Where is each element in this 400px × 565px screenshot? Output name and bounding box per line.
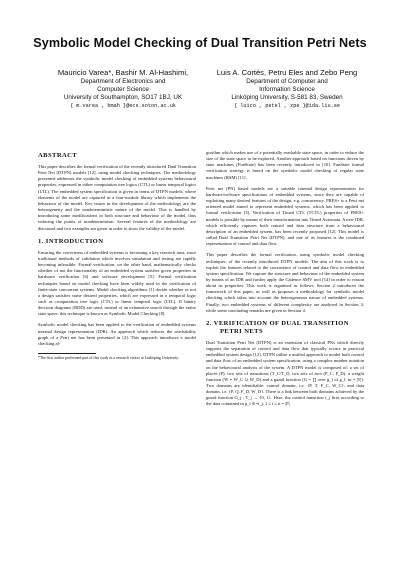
author-names: Luis A. Cortés, Petru Eles and Zebo Peng [216,68,358,77]
body-paragraph: Dual Transition Petri Net (DTPN) is an extension of classical PNs which directly supports the separation of control and data flow that typically occurs in practical embedded system design [12]. DTPN utilise a unified approach to model both control and data flow of an embedded system specification, using a complex number notation on the behavioural analysis of the system. A DTPN model is composed of: a set of places (P), two sets of transitions (T_C/T_D, two sets of arcs (F_C, F_D), a weight function (W = W_C ∪ W_D) and a guard function (G = ∏ over g_l of g_l, m = |T|). Two domains are identifiable: control domain, i.e. {P, T, F_C, W_C}, and data domain, i.e. {P, Q, F_D, W_D}. There is a link between both domains achieved by the guard function G_j : T_j → {0, 1}. Here, the control transition t_j fires according to the data contained in p_i ∈ •t_j, 1 ≤ i ≤ n = |P|. [206,339,364,407]
author-affiliation: Linköping University, S-581 83, Sweden [231,94,343,101]
section-2-heading-line: 2. VERIFICATION OF DUAL TRANSITION [206,319,349,327]
author-affiliation: University of Southampton, SO17 1BJ, UK [63,94,183,101]
section-2-heading [206,320,364,336]
footnote: *The first author performed part of this work as a research visitor at Linköping University. [38,356,179,361]
author-names: Mauricio Varea*, Bashir M. Al-Hashimi, [57,68,189,77]
author-affiliation: Department of Electronics and [80,78,166,85]
footnote-rule [38,353,96,354]
author-section [38,68,362,111]
section-2-heading-line: PETRI NETS [220,327,264,335]
author-email: { m.varea , bmah }@ecs.soton.ac.uk [70,103,176,109]
abstract-heading: ABSTRACT [38,152,78,159]
author-affiliation: Department of Computer and [246,78,328,85]
left-column [38,150,196,361]
body-paragraph: Petri net (PN) based models are a suitable internal design representation for hardware/software specifications of embedded systems, since they are capable of exploiting many desired features of the design, e.g. concurrency. PRES+ is a Petri net oriented model aimed to represent embedded systems, which has been applied to formal verification [3]. Verification of Timed CTL (TCTL) properties of PRES+ models is possible by means of their transformation into Timed Automata. A new IDR, which efficiently captures both control and data structure from a behavioural description of an embedded system, has been recently proposed [12]. This model is called Dual Transition Petri Net (DTPN), and one of its features is the combined representation of control and data flow. [206,185,364,247]
abstract-paragraph: This paper describes the formal verification of the recently introduced Dual Transition Petri Net (DTPN) models [12], using model checking techniques. The methodology presented addresses the symbolic model checking of embedded systems behavioural properties, expressed in either computation tree logics (CTL) or linear temporal logics (LTL). The embedded system specification is given in terms of DTPN models, where elements of the model are captured in a four-module library which implements the behaviour of the model. Key issues in the development of the methodology are the heterogeneity and the nondeterministic nature of the model. This is handled by introducing some modifications in both structure and behaviour of the model, thus reducing the points of nondeterminism. Several features of the methodology are discussed and two examples are given in order to show the validity of the model. [38,164,196,231]
body-paragraph: gorithm which makes use of a potentially reachable state space, in order to reduce the size of the state space to be explored. Another approach based on functions driven by state machines (FunState) has been recently introduced in [10]. FunState formal verification strategy is based on the symbolic model checking of regular state machines (RSM) [11]. [206,150,364,180]
paper-title: Symbolic Model Checking of Dual Transition Petri Nets [33,36,367,50]
intro-paragraph: Symbolic model checking has been applied to the verification of embedded systems internal design representation (IDR). An approach which reduces the reachability graph of a Petri net has been presented in [2]. This approach introduces a model checking al- [38,322,196,346]
intro-heading: 1. INTRODUCTION [38,237,104,245]
author-block-southampton [38,68,208,111]
author-affiliation: Computer Science [97,86,149,93]
body-paragraph: This paper describes the formal verification, using symbolic model checking techniques, of the recently introduced DTPN models. The aim of this work is to exploit the features related to the coexistence of control and data flow in embedded system specification. We capture the structure and behaviour of the embedded system by means of an IDR and further apply the Cadence SMV tool [14] in order to reason about its properties. This work is organised as follows. Section 2 introduces the framework of this paper, as well as proposes a methodology for symbolic model checking which takes into account the heterogeneous nature of embedded systems. Finally, two embedded systems of different complexity are analysed in Section 3, while some concluding remarks are given in Section 4. [206,252,364,313]
right-column [206,150,364,413]
author-block-linkoping [212,68,362,111]
intro-paragraph: Ensuring the correctness of embedded systems is becoming a key research area, since traditional methods of validation which involves simulation and testing are rapidly becoming infeasible. Formal verification, on the other hand, mathematically checks whether of not the functionality of an embedded system satisfies given properties in hardware verification [6] and software development [5]. Formal verification techniques based on model checking have been widely used in the verification of finite-state concurrent systems. Model checking algorithms [1] decide whether or not a design satisfies some desired properties, which are expressed in a temporal logic such as computation tree logic (CTL) or linear temporal logic (LTL). If binary decision diagrams (BDD) are used, instead of an exhaustive search through the entire state space, this technique is known as Symbolic Model Checking [8]. [38,249,196,317]
author-email: { luico , petel , zpe }@ida.liu.se [234,103,340,109]
author-affiliation: Information Science [259,86,315,93]
